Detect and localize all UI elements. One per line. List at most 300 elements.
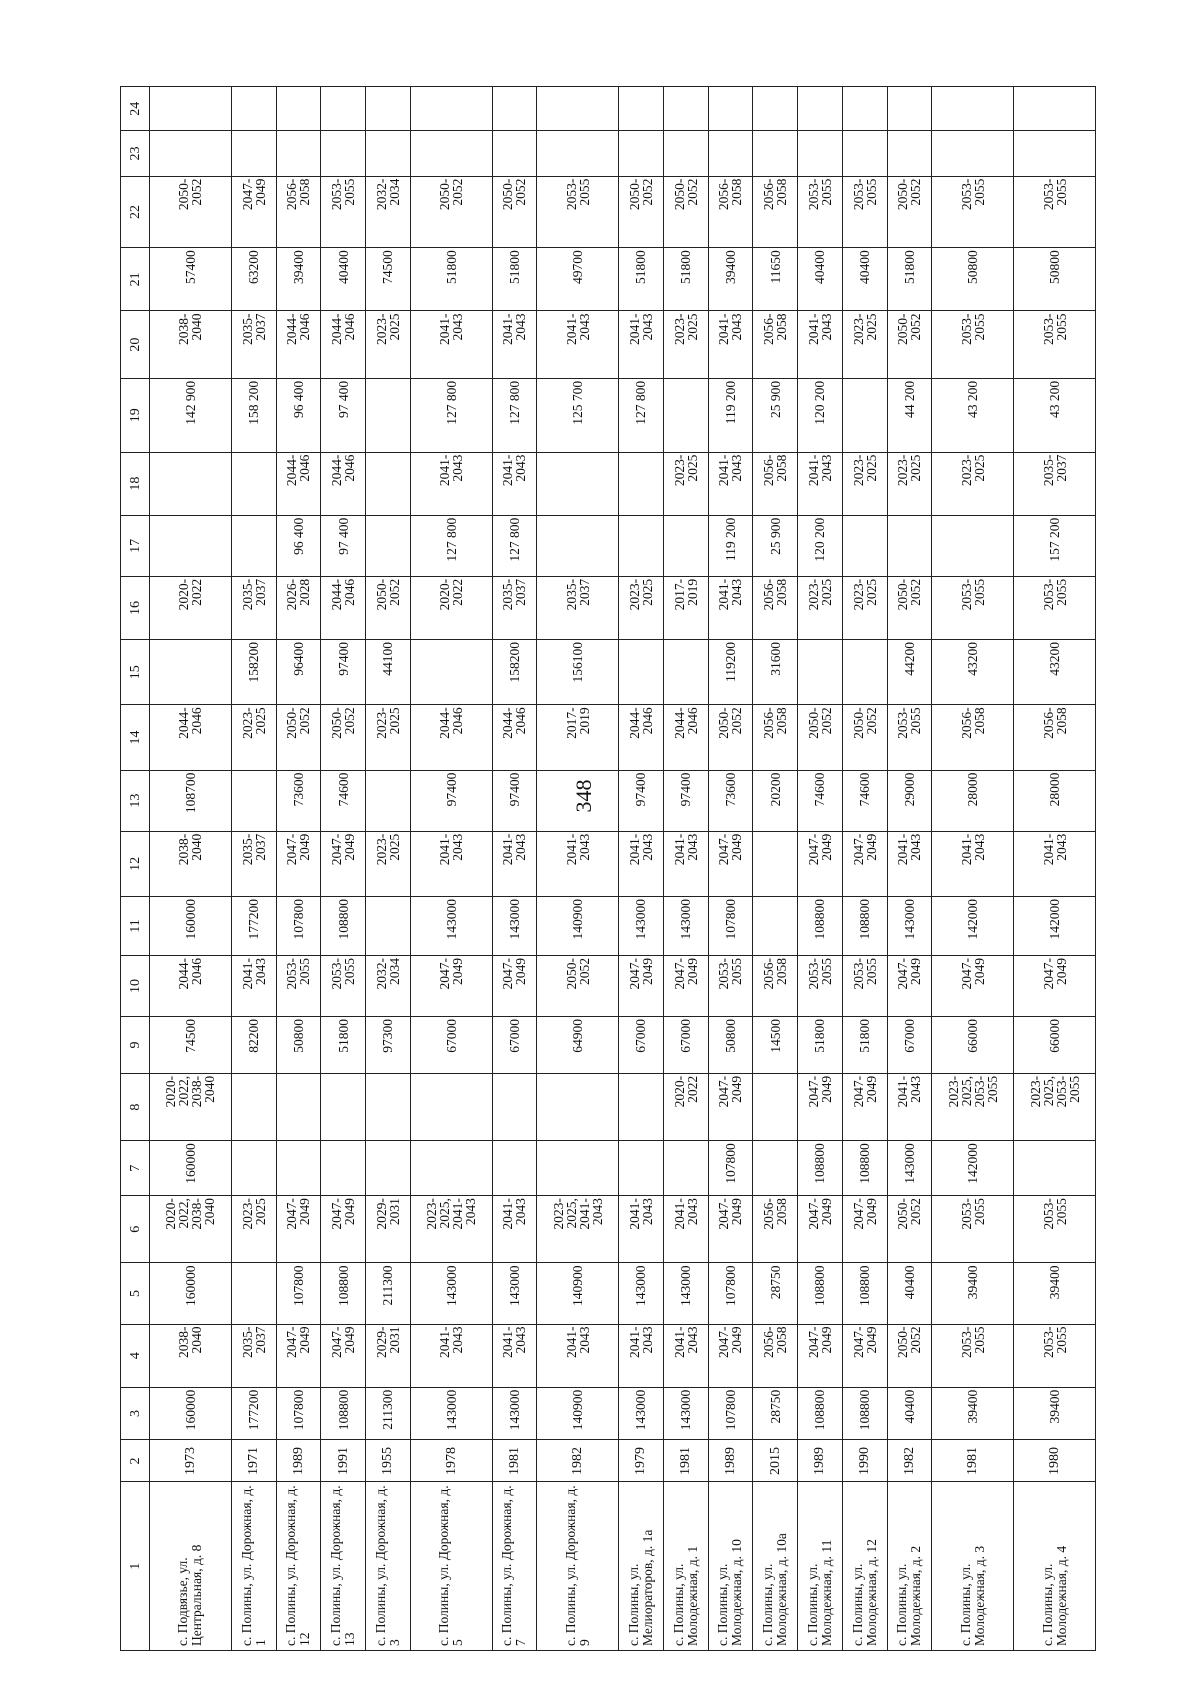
data-cell: 2041- 2043 [619,1324,664,1387]
table-row [753,87,798,1651]
address-cell: с. Полины, ул. Молодежная, д. 10 [708,1482,753,1651]
table-row [537,87,619,1651]
data-cell: 2035- 2037 [492,576,537,639]
data-cell: 74600 [798,770,843,831]
data-cell: 73600 [276,770,321,831]
data-cell [231,1141,276,1196]
data-cell: 2047- 2049 [708,1196,753,1263]
data-cell: 97 400 [321,378,366,452]
data-cell: 2050- 2052 [537,955,619,1016]
table-row [663,87,708,1651]
data-cell: 2023- 2025 [842,311,887,378]
data-cell: 177200 [231,897,276,956]
data-cell: 2047- 2049 [842,1196,887,1263]
address-cell: с. Полины, ул. Молодежная, д. 12 [842,1482,887,1651]
page-number: 348 [571,779,596,813]
data-cell [276,131,321,176]
data-cell: 28750 [753,1387,798,1440]
data-cell: 143000 [663,897,708,956]
data-cell: 2032- 2034 [366,176,411,248]
data-cell: 143000 [887,897,932,956]
data-cell: 143000 [619,1263,664,1324]
data-cell: 2044- 2046 [619,705,664,770]
data-cell: 2023- 2025 [619,576,664,639]
data-cell [619,452,664,515]
data-cell: 2047- 2049 [842,1073,887,1140]
data-cell: 2047- 2049 [276,1196,321,1263]
data-cell [663,515,708,576]
data-cell [276,1141,321,1196]
data-cell: 50800 [932,248,1014,311]
data-cell: 2044- 2046 [663,705,708,770]
data-cell: 2038- 2040 [150,1324,232,1387]
data-cell [410,1141,492,1196]
data-cell: 50800 [276,1017,321,1074]
data-cell: 82200 [231,1017,276,1074]
data-cell: 51800 [321,1017,366,1074]
data-cell: 2050- 2052 [798,705,843,770]
data-cell: 2053- 2055 [1014,576,1096,639]
column-number-1: 1 [121,1482,150,1651]
data-cell [366,1073,411,1140]
data-cell [492,1141,537,1196]
data-cell [842,515,887,576]
data-cell [366,131,411,176]
data-cell: 2056- 2058 [753,955,798,1016]
data-cell: 2041- 2043 [492,452,537,515]
data-cell: 57400 [150,248,232,311]
data-cell: 51800 [842,1017,887,1074]
data-cell: 108800 [321,1387,366,1440]
data-cell: 2044- 2046 [150,955,232,1016]
data-cell [537,131,619,176]
data-cell: 2053- 2055 [798,176,843,248]
data-cell [366,452,411,515]
build-year-cell: 1980 [1014,1440,1096,1482]
data-cell [663,378,708,452]
data-cell [663,87,708,131]
table-row [150,87,232,1651]
column-number-15: 15 [121,640,150,705]
data-cell: 2056- 2058 [932,705,1014,770]
table-row [842,87,887,1651]
data-cell: 67000 [410,1017,492,1074]
data-cell: 28750 [753,1263,798,1324]
data-cell: 74600 [321,770,366,831]
column-number-10: 10 [121,955,150,1016]
data-cell: 143000 [887,1141,932,1196]
data-cell: 107800 [276,1263,321,1324]
data-cell [537,515,619,576]
data-cell: 44100 [366,640,411,705]
table-row [798,87,843,1651]
data-cell: 2047- 2049 [1014,955,1096,1016]
data-cell: 2041- 2043 [887,1073,932,1140]
data-cell: 97400 [321,640,366,705]
data-cell: 2044- 2046 [276,311,321,378]
data-cell [619,515,664,576]
data-cell: 2047- 2049 [321,831,366,896]
data-cell: 2041- 2043 [492,311,537,378]
data-cell [887,515,932,576]
data-cell: 2047- 2049 [276,831,321,896]
data-cell: 51800 [492,248,537,311]
data-cell: 2050- 2052 [708,705,753,770]
data-cell: 2056- 2058 [753,576,798,639]
data-cell [663,1141,708,1196]
data-cell: 119 200 [708,515,753,576]
data-cell [150,87,232,131]
column-number-24: 24 [121,87,150,131]
address-cell: с. Полины, ул. Молодежная, д. 10а [753,1482,798,1651]
data-cell: 160000 [150,1263,232,1324]
data-cell: 2050- 2052 [492,176,537,248]
data-cell [231,515,276,576]
data-cell: 108800 [798,1387,843,1440]
data-cell [619,640,664,705]
data-cell: 2020- 2022 [663,1073,708,1140]
data-cell: 2050- 2052 [663,176,708,248]
data-cell: 2041- 2043 [663,1324,708,1387]
data-cell: 127 800 [410,378,492,452]
data-cell: 2047- 2049 [321,1324,366,1387]
data-cell: 2023- 2025 [663,311,708,378]
data-cell: 51800 [619,248,664,311]
data-cell: 2023- 2025, 2053- 2055 [932,1073,1014,1140]
data-cell: 2047- 2049 [231,176,276,248]
data-cell [537,452,619,515]
data-cell: 28000 [932,770,1014,831]
data-cell: 120 200 [798,378,843,452]
data-cell: 2047- 2049 [708,1324,753,1387]
data-cell [150,640,232,705]
data-cell: 2056- 2058 [753,176,798,248]
data-cell: 2047- 2049 [410,955,492,1016]
data-cell: 74500 [150,1017,232,1074]
data-cell: 74600 [842,770,887,831]
data-cell [492,1073,537,1140]
column-number-17: 17 [121,515,150,576]
data-cell: 107800 [708,1263,753,1324]
data-cell: 2023- 2025, 2053- 2055 [1014,1073,1096,1140]
data-cell: 143000 [410,1263,492,1324]
data-cell: 2053- 2055 [321,176,366,248]
table-body [150,87,1096,1651]
data-cell: 2041- 2043 [537,831,619,896]
data-cell: 25 900 [753,515,798,576]
data-cell: 143000 [663,1263,708,1324]
data-cell: 2056- 2058 [753,1196,798,1263]
data-cell: 2038- 2040 [150,831,232,896]
data-cell: 157 200 [1014,515,1096,576]
data-cell: 2050- 2052 [150,176,232,248]
data-cell: 2047- 2049 [798,1196,843,1263]
column-number-13: 13 [121,770,150,831]
data-cell: 73600 [708,770,753,831]
address-cell: с. Полины, ул. Молодежная, д. 11 [798,1482,843,1651]
table-row [619,87,664,1651]
data-cell: 211300 [366,1387,411,1440]
data-cell: 2035- 2037 [537,576,619,639]
table-row [410,87,492,1651]
data-cell: 20200 [753,770,798,831]
column-number-8: 8 [121,1073,150,1140]
data-cell [492,131,537,176]
address-cell: с. Полины, ул. Дорожная, д. 5 [410,1482,492,1651]
data-cell: 125 700 [537,378,619,452]
data-cell: 67000 [887,1017,932,1074]
build-year-cell: 1981 [932,1440,1014,1482]
data-cell: 51800 [410,248,492,311]
column-number-18: 18 [121,452,150,515]
data-cell [150,131,232,176]
data-cell: 2020- 2022, 2038- 2040 [150,1196,232,1263]
column-number-23: 23 [121,131,150,176]
table-row [932,87,1014,1651]
build-year-cell: 1973 [150,1440,232,1482]
data-cell: 127 800 [619,378,664,452]
data-cell: 108800 [798,1141,843,1196]
data-cell: 44200 [887,640,932,705]
data-cell: 2023- 2025 [887,452,932,515]
data-cell: 50800 [708,1017,753,1074]
data-cell: 14500 [753,1017,798,1074]
column-number-6: 6 [121,1196,150,1263]
data-cell: 2044- 2046 [150,705,232,770]
data-cell [321,1073,366,1140]
data-cell: 2044- 2046 [276,452,321,515]
data-cell: 66000 [1014,1017,1096,1074]
data-cell: 140900 [537,897,619,956]
data-cell: 158 200 [231,378,276,452]
data-cell: 2041- 2043 [619,311,664,378]
data-cell: 2023- 2025 [932,452,1014,515]
data-cell [887,131,932,176]
data-cell: 143000 [619,1387,664,1440]
data-cell: 97400 [410,770,492,831]
data-cell [537,770,619,831]
data-cell [708,87,753,131]
data-cell: 66000 [932,1017,1014,1074]
data-cell: 2023- 2025, 2041- 2043 [410,1196,492,1263]
data-cell: 44 200 [887,378,932,452]
data-cell [663,640,708,705]
data-cell [842,640,887,705]
column-number-5: 5 [121,1263,150,1324]
rotated-table-container [120,86,1096,1651]
data-cell [1014,131,1096,176]
data-cell: 2041- 2043 [492,1196,537,1263]
data-cell [321,1141,366,1196]
data-cell: 2041- 2043 [663,831,708,896]
data-cell: 2029- 2031 [366,1324,411,1387]
table-row [492,87,537,1651]
data-cell: 2023- 2025 [842,452,887,515]
data-cell: 2050- 2052 [887,1196,932,1263]
data-cell [798,131,843,176]
data-cell [321,131,366,176]
data-cell [366,378,411,452]
table-row [1014,87,1096,1651]
data-cell [887,87,932,131]
data-cell: 2047- 2049 [708,1073,753,1140]
data-cell: 2023- 2025 [366,831,411,896]
address-cell: с. Полины, ул. Дорожная, д. 7 [492,1482,537,1651]
data-cell: 2041- 2043 [887,831,932,896]
data-cell: 2053- 2055 [932,311,1014,378]
data-cell: 120 200 [798,515,843,576]
data-cell: 2056- 2058 [753,1324,798,1387]
data-cell: 2035- 2037 [231,311,276,378]
table-row [366,87,411,1651]
data-cell [619,87,664,131]
build-year-cell: 1991 [321,1440,366,1482]
data-cell: 2038- 2040 [150,311,232,378]
build-year-cell: 1982 [887,1440,932,1482]
column-number-11: 11 [121,897,150,956]
data-cell: 2050- 2052 [321,705,366,770]
column-number-2: 2 [121,1440,150,1482]
data-cell: 108800 [321,1263,366,1324]
data-cell [231,87,276,131]
data-cell [753,131,798,176]
column-number-7: 7 [121,1141,150,1196]
data-cell: 28000 [1014,770,1096,831]
data-cell: 2053- 2055 [1014,1196,1096,1263]
data-cell [619,1141,664,1196]
data-cell [798,87,843,131]
data-cell: 40400 [798,248,843,311]
data-cell: 177200 [231,1387,276,1440]
data-cell [932,515,1014,576]
data-cell [932,131,1014,176]
data-cell: 2041- 2043 [492,831,537,896]
data-cell: 142000 [932,897,1014,956]
data-cell: 2047- 2049 [842,1324,887,1387]
data-cell: 2044- 2046 [410,705,492,770]
data-cell: 143000 [410,897,492,956]
data-cell: 2041- 2043 [537,311,619,378]
data-cell: 2053- 2055 [1014,1324,1096,1387]
data-cell [708,131,753,176]
data-cell: 143000 [492,1263,537,1324]
data-cell: 143000 [492,1387,537,1440]
data-cell [1014,1141,1096,1196]
data-cell: 2053- 2055 [321,955,366,1016]
data-cell: 74500 [366,248,411,311]
data-cell: 40400 [887,1387,932,1440]
housing-repair-table [120,86,1096,1651]
build-year-cell: 1981 [492,1440,537,1482]
data-cell [753,1141,798,1196]
table-row [887,87,932,1651]
data-cell: 2050- 2052 [619,176,664,248]
data-cell: 2023- 2025 [231,1196,276,1263]
data-cell: 64900 [537,1017,619,1074]
data-cell [753,87,798,131]
column-number-4: 4 [121,1324,150,1387]
data-cell [663,131,708,176]
build-year-cell: 1979 [619,1440,664,1482]
address-cell: с. Полины, ул. Молодежная, д. 3 [932,1482,1014,1651]
table-row [276,87,321,1651]
data-cell: 142000 [932,1141,1014,1196]
data-cell: 96 400 [276,515,321,576]
data-cell [753,897,798,956]
data-cell: 2056- 2058 [753,452,798,515]
data-cell: 2050- 2052 [842,705,887,770]
data-cell: 51800 [798,1017,843,1074]
data-cell: 108800 [798,897,843,956]
data-cell: 96400 [276,640,321,705]
data-cell: 2035- 2037 [1014,452,1096,515]
build-year-cell: 2015 [753,1440,798,1482]
data-cell: 51800 [887,248,932,311]
data-cell: 97400 [619,770,664,831]
data-cell: 39400 [1014,1387,1096,1440]
data-cell [410,87,492,131]
column-number-9: 9 [121,1017,150,1074]
data-cell: 2041- 2043 [1014,831,1096,896]
data-cell: 2047- 2049 [321,1196,366,1263]
data-cell: 63200 [231,248,276,311]
data-cell: 107800 [276,897,321,956]
data-cell [366,1141,411,1196]
column-number-14: 14 [121,705,150,770]
data-cell: 2044- 2046 [321,452,366,515]
address-cell: с. Полины, ул. Дорожная, д. 12 [276,1482,321,1651]
data-cell [231,452,276,515]
data-cell: 11650 [753,248,798,311]
data-cell: 2047- 2049 [842,831,887,896]
column-number-row [121,87,150,1651]
table-row [321,87,366,1651]
data-cell: 143000 [663,1387,708,1440]
data-cell: 2026- 2028 [276,576,321,639]
column-number-3: 3 [121,1387,150,1440]
data-cell: 107800 [708,1141,753,1196]
data-cell: 2017- 2019 [663,576,708,639]
data-cell: 2044- 2046 [321,576,366,639]
data-cell: 2041- 2043 [663,1196,708,1263]
data-cell: 2020- 2022 [150,576,232,639]
data-cell: 97 400 [321,515,366,576]
data-cell: 40400 [842,248,887,311]
data-cell: 2023- 2025 [842,576,887,639]
build-year-cell: 1955 [366,1440,411,1482]
data-cell: 2050- 2052 [887,576,932,639]
data-cell: 2053- 2055 [537,176,619,248]
data-cell: 2053- 2055 [932,576,1014,639]
data-cell: 39400 [932,1387,1014,1440]
data-cell: 2035- 2037 [231,831,276,896]
data-cell: 108800 [842,897,887,956]
data-cell: 31600 [753,640,798,705]
data-cell: 2050- 2052 [410,176,492,248]
data-cell [410,640,492,705]
column-number-20: 20 [121,311,150,378]
table-row [708,87,753,1651]
data-cell: 2032- 2034 [366,955,411,1016]
address-cell: с. Полины, ул. Молодежная, д. 1 [663,1482,708,1651]
build-year-cell: 1989 [798,1440,843,1482]
data-cell [231,770,276,831]
data-cell: 39400 [1014,1263,1096,1324]
data-cell: 49700 [537,248,619,311]
data-cell [366,515,411,576]
data-cell: 2053- 2055 [932,176,1014,248]
data-cell: 2017- 2019 [537,705,619,770]
